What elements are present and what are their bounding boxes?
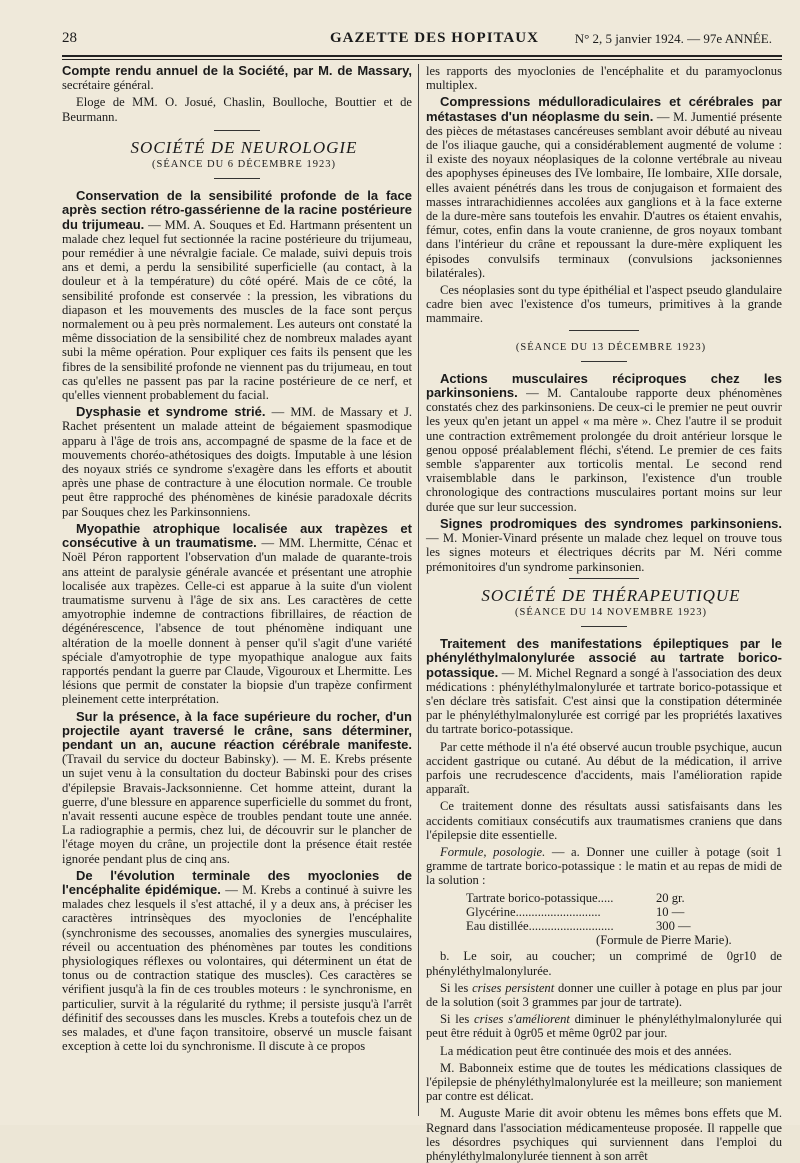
session-date: (SÉANCE DU 13 DÉCEMBRE 1923) [515,341,707,353]
separator [581,626,627,627]
article-text: secrétaire général. [62,78,154,93]
formula-row [466,919,782,933]
article-text: — M. Michel Regnard a songé à l'association des deux médications : phényléthylmalonylurée et tartrate borico-potassique et s'en déclare très satisfait. C'est ainsi que la constipation déterminée par le phényléthylmalonylurée est corrigé par les propriétés laxatives du tartrate borico-potassique. [426,665,782,737]
header-rule-thin [62,59,782,60]
journal-title: GAZETTE DES HOPITAUX [330,30,539,46]
article-heading: Myopathie atrophique localisée aux trapèzes et consécutive à un traumatisme. [62,520,412,551]
article [426,637,782,736]
article-text: Si les [440,980,473,995]
formula-quantity: 20 gr. [656,890,685,905]
left-column [62,64,412,1119]
issue-info: N° 2, 5 janvier 1924. — 97e ANNÉE. [574,31,772,46]
header-rule [62,55,782,57]
article-text: Ces néoplasies sont du type épithélial et l'aspect pseudo glandulaire cadre bien avec l'existence d'os tumeurs, primitives à la grande mammaire. [426,283,782,326]
article-text: — M. Jumentié présente des pièces de métastases cancéreuses semblant avoir débuté au niveau de l'os iliaque gauche, qui a considérablement augmenté de volume : il existe des noyaux néoplasiques de la colonne vertébrale au niveau des apophyses épineuses des IVe lombaire, IIe lombaire, XIIe dorsale, elles avaient pénétrés dans les trous de conjugaison et formaient des masses intrarachidiennes accolées aux ganglions et à la face externe de la dure-mère sans toutefois les envahir. D'autres os étaient envahis, fémur, cotes, enfin dans la voute cranienne, de gros noyaux tombant dans l'intérieur du crâne et repoussant la dure-mère expliquent les épisodes convulsifs terminaux (convulsions jacksoniennes bilatérales). [426,109,782,280]
article-text: — MM. A. Souques et Ed. Hartmann présentent un malade chez lequel fut sectionnée la racine postérieure du trijumeau, pour remédier à une névralgie faciale. Ce malade, suivi depuis trois ans et demi, a perdu la sensibilité superficielle (au contact, à la douleur et à la température) du côté opéré. Mais de ce côté, la sensibilité profonde est conservée : la pression, les vibrations du diapason et les mouvements des muscles de la face sont perçus normalement ou à peu près normalement. Les auteurs ont constaté la même dissociation de la sensibilité chez de nombreux malades ayant subi la même opération. Pour expliquer ces faits ils pensent que les fibres de la sensibilité profonde ne viennent pas du trijumeau, en tout cas qu'elles ne passent pas par la racine postérieure de ce nerf, et qu'elles viennent probablement du facial. [62,217,412,403]
article-heading: De l'évolution terminale des myoclonies de l'encéphalite épidémique. [62,867,412,897]
formula-row [466,891,782,905]
article [426,372,782,514]
article-text: — MM. Lhermitte, Cénac et Noël Péron rapportent l'observation d'un malade de quarante-trois ans atteint de paralysie générale avancée et présentant une atrophie localisée aux trapèzes. Celle-ci est apparue à la suite d'un violent traumatisme survenu à l'âge de six ans. Les caractères de cette amyotrophie indemne de contractions fibrillaires, de réaction de dégénérescence, l'absence de tout phénomène indiquant une altération de la moelle donnent à penser qu'il s'agit d'une variété spéciale d'amyotrophie de type myopathique analogue aux faits rapportés pendant la guerre par Claude, Vigouroux et Lhermitte. Les lésions que permit de constater la biopsie d'un trapèze confirment pleinement cette interprétation. [62,536,412,707]
separator [569,578,639,579]
separator [214,130,260,131]
article-text: — M. Cantaloube rapporte deux phénomènes constatés chez des parkinsoniens. De ceux-ci le premier ne peut ouvrir les yeux qu'en jetant un appel « ma mère ». Chez l'autre il se produit une contraction extrêmement prolongée du droit antérieur lorsque le genou opposé préalablement fléchi, s'étend. Le premier de ces faits semble s'apparenter aux torticolis mental. Le second rend vraisemblable dans le parkinson, l'existence d'un trouble chronologique des contractions musculaires portant moins sur leur durée que sur leur succession. [426,386,782,514]
formula-ingredient: Eau distillée........................... [466,918,614,933]
session-date: (SÉANCE DU 6 DÉCEMBRE 1923) [152,159,336,171]
separator [569,330,639,331]
italic-phrase: crises persistent [472,980,555,995]
section-title: SOCIÉTÉ DE THÉRAPEUTIQUE [481,585,741,605]
formula-quantity: 10 — [656,904,685,919]
page-header [62,26,782,54]
article-heading: Signes prodromiques des syndromes parkinsoniens. [440,515,782,531]
italic-phrase: crises s'améliorent [474,1012,570,1027]
right-column [426,64,782,1163]
article-text: les rapports des myoclonies de l'encéphalite et du paramyoclonus multiplex. [426,64,782,93]
article [62,522,412,707]
column-divider [418,64,419,1116]
article-heading: Conservation de la sensibilité profonde de la face après section rétro-gassérienne de la racine postérieure du trijumeau. [62,188,412,232]
article [426,981,782,1009]
article-text: Ce traitement donne des résultats aussi satisfaisants dans les accidents comitiaux consécutifs aux traumatismes craniens que dans l'épilepsie dite essentielle. [426,799,782,842]
formula-source: (Formule de Pierre Marie). [596,933,732,948]
article-text: M. Babonneix estime que de toutes les médications classiques de l'épilepsie de phényléthylmalonylurée est la meilleure; son maniement par contre est délicat. [426,1060,782,1104]
article-text: — M. Krebs a continué à suivre les malades chez lesquels il s'est attaché, il y a deux ans, à préciser les caractères intrinsèques des myoclonies de l'encéphalite (synchronisme des secousses, anomalies des synergies musculaires, réveil ou accentuation des phénomènes par toutes les conditions physiologiques réflexes ou volontaires, qui déterminent un état de tonus ou de contraction statique des muscles). Ces caractères se vérifient jusqu'à la fin de ces troubles moteurs : le synchronisme, en particulier, survit à la régularité du rythme; il persiste jusqu'à l'arrêt définitif des secousses dans les muscles. Krebs a toutefois chez un de ses malades, et d'une façon transitoire, observé un muscle faisant exception à cette loi du synchronisme. Il discute à ce propos [62,882,412,1054]
formula-quantity: 300 — [656,918,691,933]
article-text: — MM. de Massary et J. Rachet présentent un malade atteint de bégaiement spasmodique apparu à l'âge de trois ans, accompagné de spasme de la face et de mouvements choréo-athétosiques des doigts. Imputable à une lésion des noyaux striés ce syndrome s'exagère dans les efforts et aboutit après une phase de contracture à une élocution normale. Ce trouble peut être rapproché des phénomènes de kinésie paradoxale décrits par Souques chez les Parkinsonniens. [62,405,412,519]
article-text: La médication peut être continuée des mois et des années. [440,1043,732,1058]
formula-ingredient: Glycérine........................... [466,904,601,919]
article [62,869,412,1054]
article-text: b. Le soir, au coucher; un comprimé de 0gr10 de phényléthylmalonylurée. [426,949,782,978]
separator [214,178,260,179]
article-heading: Compressions médulloradiculaires et cérébrales par métastases d'un néoplasme du sein. [426,94,782,124]
article-heading: Actions musculaires réciproques chez les parkinsoniens. [426,370,782,401]
article [62,189,412,402]
article [62,710,412,866]
article-text: — a. Donner une cuiller à potage (soit 1 gramme de tartrate borico-potassique : le matin et au repas de midi de la solution : [426,844,782,888]
article-heading: Sur la présence, à la face supérieure du rocher, d'un projectile ayant traversé le crâne, sans déterminer, pendant un an, aucune réaction cérébrale manifeste. [62,708,412,752]
article-text: M. Auguste Marie dit avoir obtenu les mêmes bons effets que M. Regnard dans l'association médicamenteuse proposée. Il rappelle que les désordres psychiques qui surviennent dans l'emploi du phényléthylmalonylurée tiennent à son arrêt [426,1106,782,1163]
article-text: Par cette méthode il n'a été observé aucun trouble psychique, aucun accident gastrique ou cutané. Au début de la médication, il arrive parfois une recrudescence d'accidents, mais l'amélioration rapide apparaît. [426,739,782,797]
article-heading: Traitement des manifestations épileptiques par le phényléthylmalonylurée associé au tartrate borico-potassique. [426,636,782,680]
article-text: diminuer le phényléthylmalonylurée qui peut être réduit à 0gr05 et même 0gr02 par jour. [426,1012,782,1041]
article [426,517,782,574]
section-title: SOCIÉTÉ DE NEUROLOGIE [130,137,358,157]
article-text: Si les [440,1012,475,1027]
italic-label: Formule, posologie. [440,844,546,859]
article-text: — M. Monier-Vinard présente un malade chez lequel on trouve tous les signes moteurs et électriques décrits par M. Néri comme prémonitoires d'un syndrome parkinsonien. [426,531,782,574]
formula-ingredient: Tartrate borico-potassique..... [466,890,614,905]
article-text: (Travail du service du docteur Babinsky). — M. E. Krebs présente un sujet venu à la consultation du docteur Babinski pour des crises d'épilepsie Bravais-Jacksonnienne. Cet homme atteint, durant la guerre, d'une blessure en apparence superficielle du sommet du front, n'avait ressenti aucune espèce de troubles pendant toute une année. La radiographie a permis, chez lui, de découvrir sur le plancher de l'étage moyen du crâne, un projectile dont la présence était restée ignorée pendant plus de cinq ans. [62,752,412,866]
article [62,405,412,519]
separator [581,361,627,362]
article [426,845,782,888]
page-number: 28 [62,30,77,46]
article [426,95,782,280]
article-text: Eloge de MM. O. Josué, Chaslin, Boulloche, Bouttier et de Beurmann. [62,95,412,124]
article-heading: Dysphasie et syndrome strié. [76,404,266,420]
article [62,64,412,92]
formula-row [466,905,782,919]
session-date: (SÉANCE DU 14 NOVEMBRE 1923) [515,606,707,618]
article-text: donner une cuiller à potage en plus par jour de la solution (soit 3 grammes par jour de tartrate). [426,980,782,1009]
article-heading: Compte rendu annuel de la Société, par M. de Massary, [62,63,412,78]
formula-block [466,891,782,948]
article [426,1012,782,1040]
